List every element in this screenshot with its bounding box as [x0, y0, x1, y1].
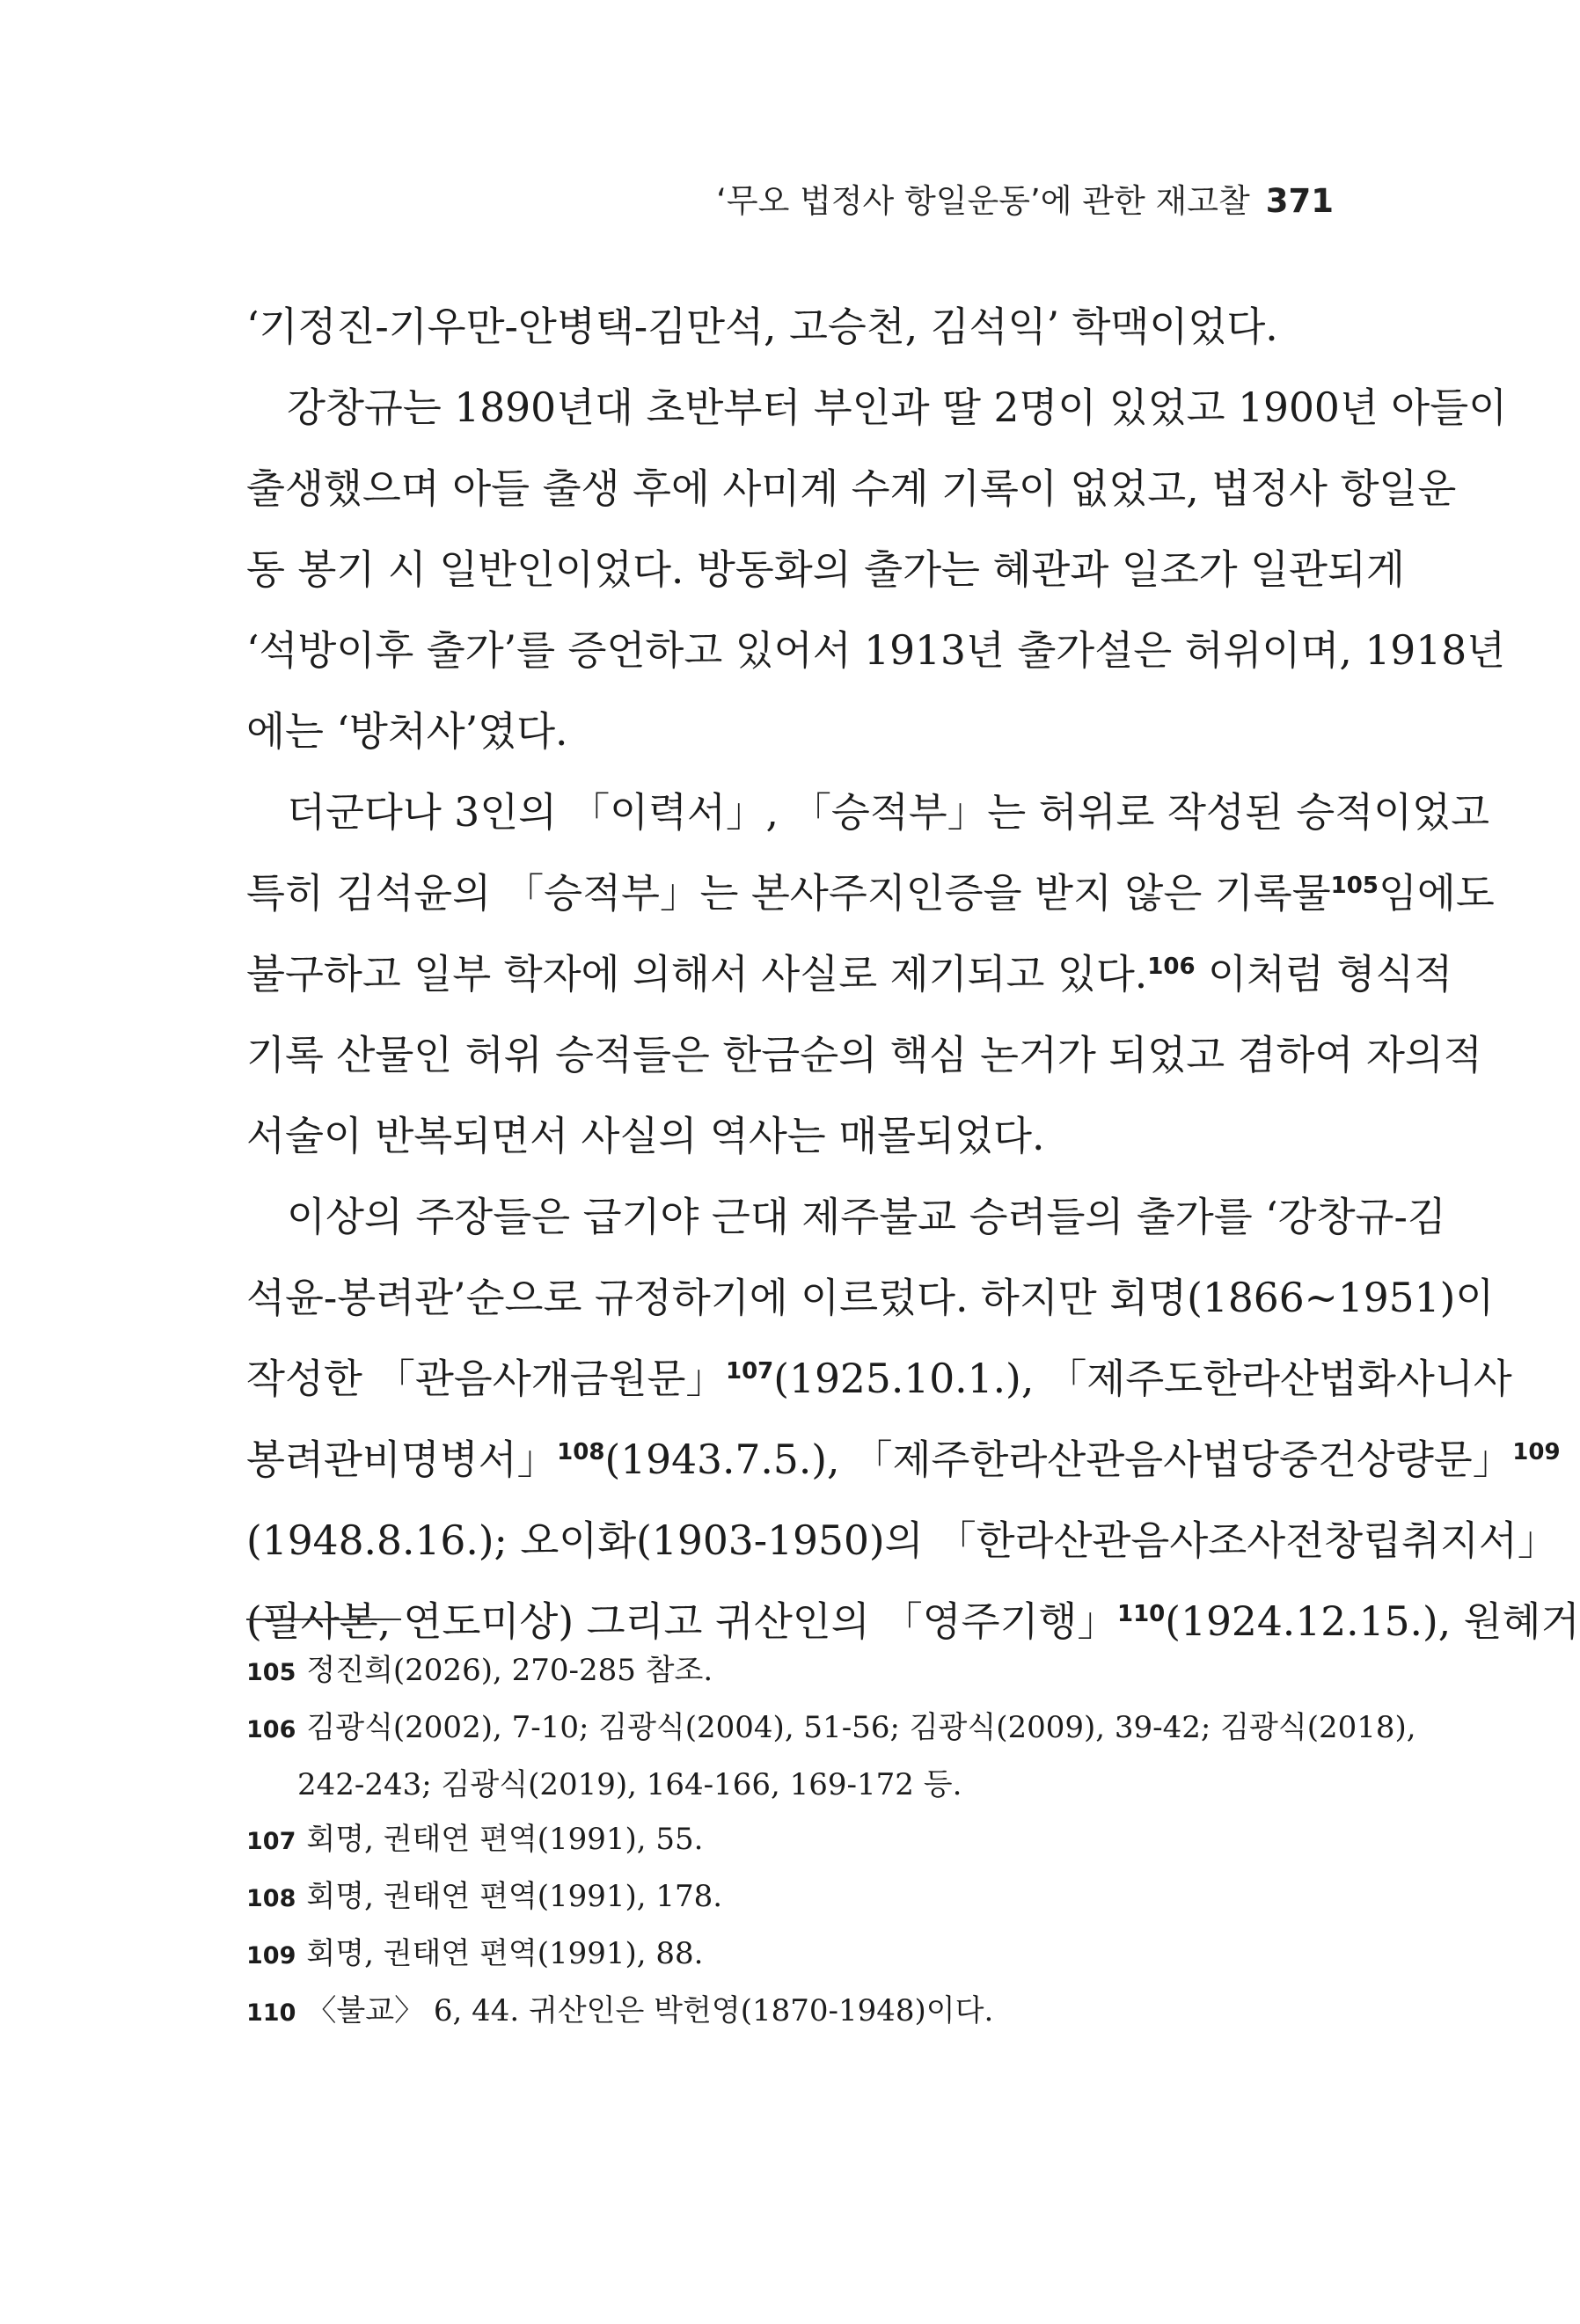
text-line	[246, 368, 1508, 449]
text-span: (1925.10.1.), 「제주도한라산법화사니사	[773, 1356, 1512, 1402]
text-span: 불구하고 일부 학자에 의해서 사실로 제기되고 있다.	[246, 951, 1148, 998]
footnotes	[246, 1643, 1416, 2041]
footnote-line	[246, 1984, 1337, 2041]
text-span: 서술이 반복되면서 사실의 역사는 매몰되었다.	[246, 1113, 1045, 1159]
text-span: 석윤-봉려관’순으로 규정하기에 이르렀다. 하지만 회명(1866~1951)이	[246, 1275, 1495, 1321]
footnote-number: 106	[246, 1716, 296, 1743]
footnote	[246, 1643, 1337, 1700]
footnote-text: 242-243; 김광식(2019), 164-166, 169-172 등.	[297, 1767, 962, 1802]
footnote-ref: 106	[1147, 954, 1196, 980]
text-span: 에는 ‘방처사’였다.	[246, 708, 568, 755]
text-span: 이상의 주장들은 급기야 근대 제주불교 승려들의 출가를 ‘강창규-김	[287, 1194, 1446, 1240]
footnote-ref: 105	[1330, 873, 1379, 899]
text-line	[246, 1258, 1495, 1339]
footnote-ref: 107	[726, 1358, 774, 1385]
footnote-number: 107	[246, 1828, 296, 1855]
running-header	[716, 174, 1334, 222]
footnote-text: 회명, 권태연 편역(1991), 55.	[306, 1822, 704, 1857]
footnote-line	[246, 1700, 1416, 1758]
text-span: 출생했으며 아들 출생 후에 사미계 수계 기록이 없었고, 법정사 항일운	[246, 465, 1457, 512]
text-line	[246, 691, 1334, 772]
footnote-ref: 109	[1512, 1439, 1561, 1465]
footnote	[246, 1984, 1337, 2041]
text-line	[246, 1177, 1446, 1258]
text-span: 특히 김석윤의 「승적부」는 본사주지인증을 받지 않은 기록물	[246, 870, 1331, 917]
footnote-number: 105	[246, 1659, 296, 1686]
paragraph	[246, 368, 1508, 772]
footnote-text: 회명, 권태연 편역(1991), 88.	[306, 1936, 704, 1971]
footnote-number: 109	[246, 1942, 296, 1970]
footnote	[246, 1812, 1337, 1869]
paragraph	[246, 287, 1334, 368]
text-span: 더군다나 3인의 「이력서」, 「승적부」는 허위로 작성된 승적이었고	[287, 789, 1490, 836]
footnote-text: 김광식(2002), 7-10; 김광식(2004), 51-56; 김광식(2009), 39-42; 김광식(2018),	[306, 1710, 1416, 1745]
text-line	[246, 853, 1495, 934]
paragraph	[246, 772, 1495, 1177]
text-line	[246, 449, 1457, 530]
body-text	[246, 287, 1580, 1663]
footnote-line	[246, 1643, 1337, 1700]
text-line	[246, 1420, 1561, 1501]
footnote-line	[246, 1869, 1337, 1926]
footnote	[246, 1869, 1337, 1926]
footnote	[246, 1926, 1337, 1984]
text-span: 동 봉기 시 일반인이었다. 방동화의 출가는 혜관과 일조가 일관되게	[246, 546, 1405, 593]
footnote-line	[246, 1812, 1337, 1869]
text-span: 봉려관비명병서」	[246, 1436, 558, 1483]
text-line	[246, 610, 1506, 691]
footnote-text: 정진희(2026), 270-285 참조.	[306, 1653, 713, 1688]
text-span: 이처럼 형식적	[1195, 951, 1453, 998]
text-line	[246, 1015, 1482, 1096]
paragraph	[246, 1177, 1580, 1663]
page-number: 371	[1265, 182, 1334, 220]
footnote-text: 회명, 권태연 편역(1991), 178.	[306, 1879, 723, 1914]
text-line	[246, 772, 1490, 853]
text-line	[246, 1339, 1512, 1420]
running-header-title: ‘무오 법정사 항일운동’에 관한 재고찰	[716, 182, 1250, 220]
text-span: 강창규는 1890년대 초반부터 부인과 딸 2명이 있었고 1900년 아들이	[287, 384, 1508, 431]
text-span: ‘기정진-기우만-안병택-김만석, 고승천, 김석익’ 학맥이었다.	[246, 303, 1278, 350]
text-span: 임에도	[1378, 870, 1495, 917]
footnote	[246, 1700, 1416, 1812]
text-span: 작성한 「관음사개금원문」	[246, 1356, 726, 1402]
text-line	[246, 1096, 1334, 1177]
text-span: (1924.12.15.), 원혜거	[1165, 1598, 1580, 1645]
text-span: (필사본, 연도미상) 그리고 귀산인의 「영주기행」	[246, 1598, 1117, 1645]
text-line	[246, 1501, 1558, 1582]
footnote-ref: 110	[1116, 1601, 1166, 1627]
text-line	[246, 530, 1405, 610]
text-span: (1948.8.16.); 오이화(1903-1950)의 「한라산관음사조사전창립취지서」	[246, 1517, 1558, 1564]
text-line	[246, 934, 1453, 1015]
footnote-line	[246, 1926, 1337, 1984]
footnote-line	[246, 1758, 1337, 1812]
footnote-ref: 108	[557, 1439, 605, 1465]
footnote-separator	[246, 1619, 401, 1620]
text-span: ‘석방이후 출가’를 증언하고 있어서 1913년 출가설은 허위이며, 1918년	[246, 627, 1506, 674]
footnote-text: 〈불교〉 6, 44. 귀산인은 박헌영(1870-1948)이다.	[306, 1993, 994, 2028]
footnote-number: 108	[246, 1885, 296, 1912]
text-span: 기록 산물인 허위 승적들은 한금순의 핵심 논거가 되었고 겸하여 자의적	[246, 1032, 1482, 1078]
text-span: (1943.7.5.), 「제주한라산관음사법당중건상량문」	[604, 1436, 1513, 1483]
text-line	[246, 287, 1334, 368]
footnote-number: 110	[246, 1999, 296, 2027]
